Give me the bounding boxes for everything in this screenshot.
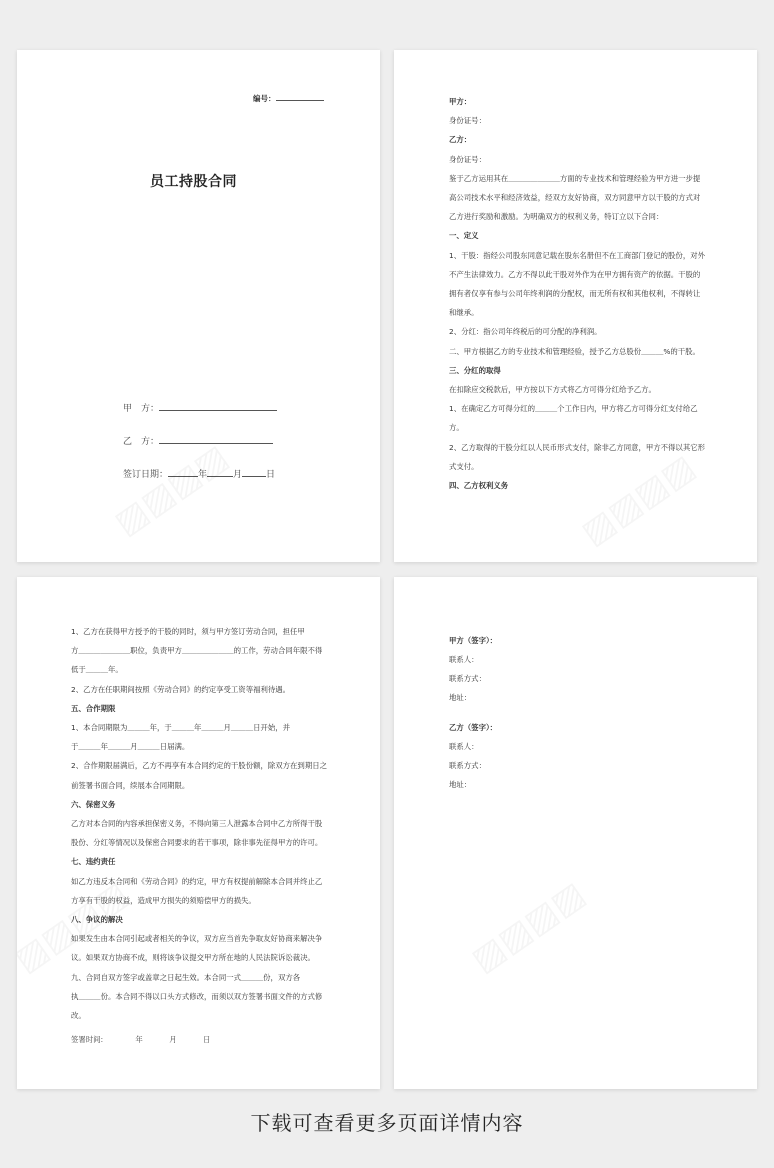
text-line: 议。如果双方协商不成，则将该争议提交甲方所在地的人民法院诉讼裁决。 bbox=[71, 953, 315, 963]
text-line: 2、分红：指公司年终税后的可分配的净利润。 bbox=[449, 327, 602, 337]
contract-page-signatures bbox=[394, 577, 757, 1089]
text-line: 方＿＿＿＿＿＿＿职位，负责甲方＿＿＿＿＿＿＿的工作，劳动合同年限不得 bbox=[71, 646, 323, 656]
text-line: 二、甲方根据乙方的专业技术和管理经验，授予乙方总股份＿＿＿%的干股。 bbox=[449, 346, 700, 356]
sign-date-line: 签订日期： 年 月 日 bbox=[123, 470, 276, 480]
text-line: 1、在确定乙方可得分红的＿＿＿个工作日内，甲方将乙方可得分红支付给乙 bbox=[449, 404, 698, 414]
text-line: 乙方对本合同的内容承担保密义务，不得向第三人泄露本合同中乙方所得干股 bbox=[71, 819, 323, 828]
section-heading: 三、分红的取得 bbox=[449, 365, 501, 375]
footer-caption: 下载可查看更多页面详情内容 bbox=[250, 1111, 524, 1135]
text-line: 身份证号： bbox=[449, 154, 486, 164]
section-heading: 五、合作期限 bbox=[71, 703, 116, 713]
text-line: 在扣除应交税款后，甲方按以下方式将乙方可得分红给予乙方。 bbox=[449, 385, 656, 394]
text-line: 不产生法律效力。乙方不得以此干股对外作为在甲方拥有资产的依据。干股的 bbox=[449, 269, 701, 279]
text-line: 身份证号： bbox=[449, 116, 486, 126]
section-heading: 四、乙方权利义务 bbox=[449, 481, 509, 490]
section-heading: 六、保密义务 bbox=[71, 799, 116, 809]
watermark bbox=[464, 874, 592, 980]
text-line: 改。 bbox=[71, 1011, 86, 1020]
text-line: 如果发生由本合同引起或者相关的争议，双方应当首先争取友好协商来解决争 bbox=[71, 934, 323, 944]
text-line: 2、合作期限届满后，乙方不再享有本合同约定的干股份额，除双方在到期日之 bbox=[71, 761, 327, 771]
section-heading: 甲方： bbox=[449, 97, 472, 106]
text-line: 和继承。 bbox=[449, 308, 479, 318]
text-line: 2、乙方取得的干股分红以人民币形式支付，除非乙方同意，甲方不得以其它形 bbox=[449, 442, 705, 452]
party-b-line: 乙 方： bbox=[123, 434, 273, 447]
section-heading: 乙方： bbox=[449, 135, 472, 145]
party-a-address: 地址： bbox=[449, 693, 472, 702]
text-line: 高公司技术水平和经济效益，经双方友好协商，双方同意甲方以干股的方式对 bbox=[449, 193, 701, 202]
contract-page-2 bbox=[394, 50, 757, 562]
text-line: 拥有者仅享有参与公司年终利润的分配权，而无所有权和其他权利，不得转让 bbox=[449, 289, 701, 298]
text-line: 于＿＿＿年＿＿＿月＿＿＿日届满。 bbox=[71, 742, 190, 752]
party-a-line: 甲 方： bbox=[123, 401, 277, 414]
sign-time-line: 签署时间: 年 月 日 bbox=[71, 1035, 211, 1044]
text-line: 1、干股：指经公司股东同意记载在股东名册但不在工商部门登记的股份，对外 bbox=[449, 250, 705, 260]
text-line: 股份、分红等情况以及保密合同要求的若干事项，除非事先征得甲方的许可。 bbox=[71, 838, 323, 848]
watermark bbox=[17, 874, 135, 980]
text-line: 低于＿＿＿年。 bbox=[71, 665, 123, 675]
text-line: 乙方进行奖励和激励。为明确双方的权利义务，特订立以下合同： bbox=[449, 212, 664, 222]
text-line: 执＿＿＿份。本合同不得以口头方式修改，而须以双方签署书面文件的方式修 bbox=[71, 991, 323, 1001]
text-line: 前签署书面合同，续展本合同期限。 bbox=[71, 780, 190, 790]
text-line: 方。 bbox=[449, 423, 464, 433]
party-a-contact-method: 联系方式： bbox=[449, 674, 486, 683]
watermark bbox=[574, 447, 702, 553]
section-heading: 一、定义 bbox=[449, 231, 479, 241]
party-a-sign-title: 甲方（签字）： bbox=[449, 636, 498, 645]
text-line: 如乙方违反本合同和《劳动合同》的约定，甲方有权提前解除本合同并终止乙 bbox=[71, 876, 323, 886]
contract-number-label: 编号： bbox=[253, 93, 324, 104]
text-line: 1、乙方在获得甲方授予的干股的同时，须与甲方签订劳动合同，担任甲 bbox=[71, 627, 305, 636]
text-line: 式支付。 bbox=[449, 461, 479, 471]
text-line: 鉴于乙方运用其在＿＿＿＿＿＿＿方面的专业技术和管理经验为甲方进一步提 bbox=[449, 173, 701, 183]
watermark bbox=[107, 437, 235, 543]
text-line: 1、本合同期限为＿＿＿年，于＿＿＿年＿＿＿月＿＿＿日开始，并 bbox=[71, 723, 291, 732]
contract-page-3 bbox=[17, 577, 380, 1089]
party-b-contact-method: 联系方式： bbox=[449, 761, 486, 770]
text-line: 方享有干股的权益，造成甲方损失的须赔偿甲方的损失。 bbox=[71, 895, 256, 905]
text-line: 九、合同自双方签字或盖章之日起生效。本合同一式＿＿＿份，双方各 bbox=[71, 972, 301, 982]
text-line: 2、乙方在任职期间按照《劳动合同》的约定享受工资等福利待遇。 bbox=[71, 684, 291, 694]
party-b-address: 地址： bbox=[449, 780, 472, 789]
contract-title: 员工持股合同 bbox=[150, 174, 237, 190]
party-b-sign-title: 乙方（签字）： bbox=[449, 723, 498, 732]
contract-page-cover bbox=[17, 50, 380, 562]
section-heading: 八、争议的解决 bbox=[71, 915, 123, 924]
party-a-contact: 联系人： bbox=[449, 655, 479, 664]
section-heading: 七、违约责任 bbox=[71, 857, 116, 867]
party-b-contact: 联系人： bbox=[449, 742, 479, 751]
